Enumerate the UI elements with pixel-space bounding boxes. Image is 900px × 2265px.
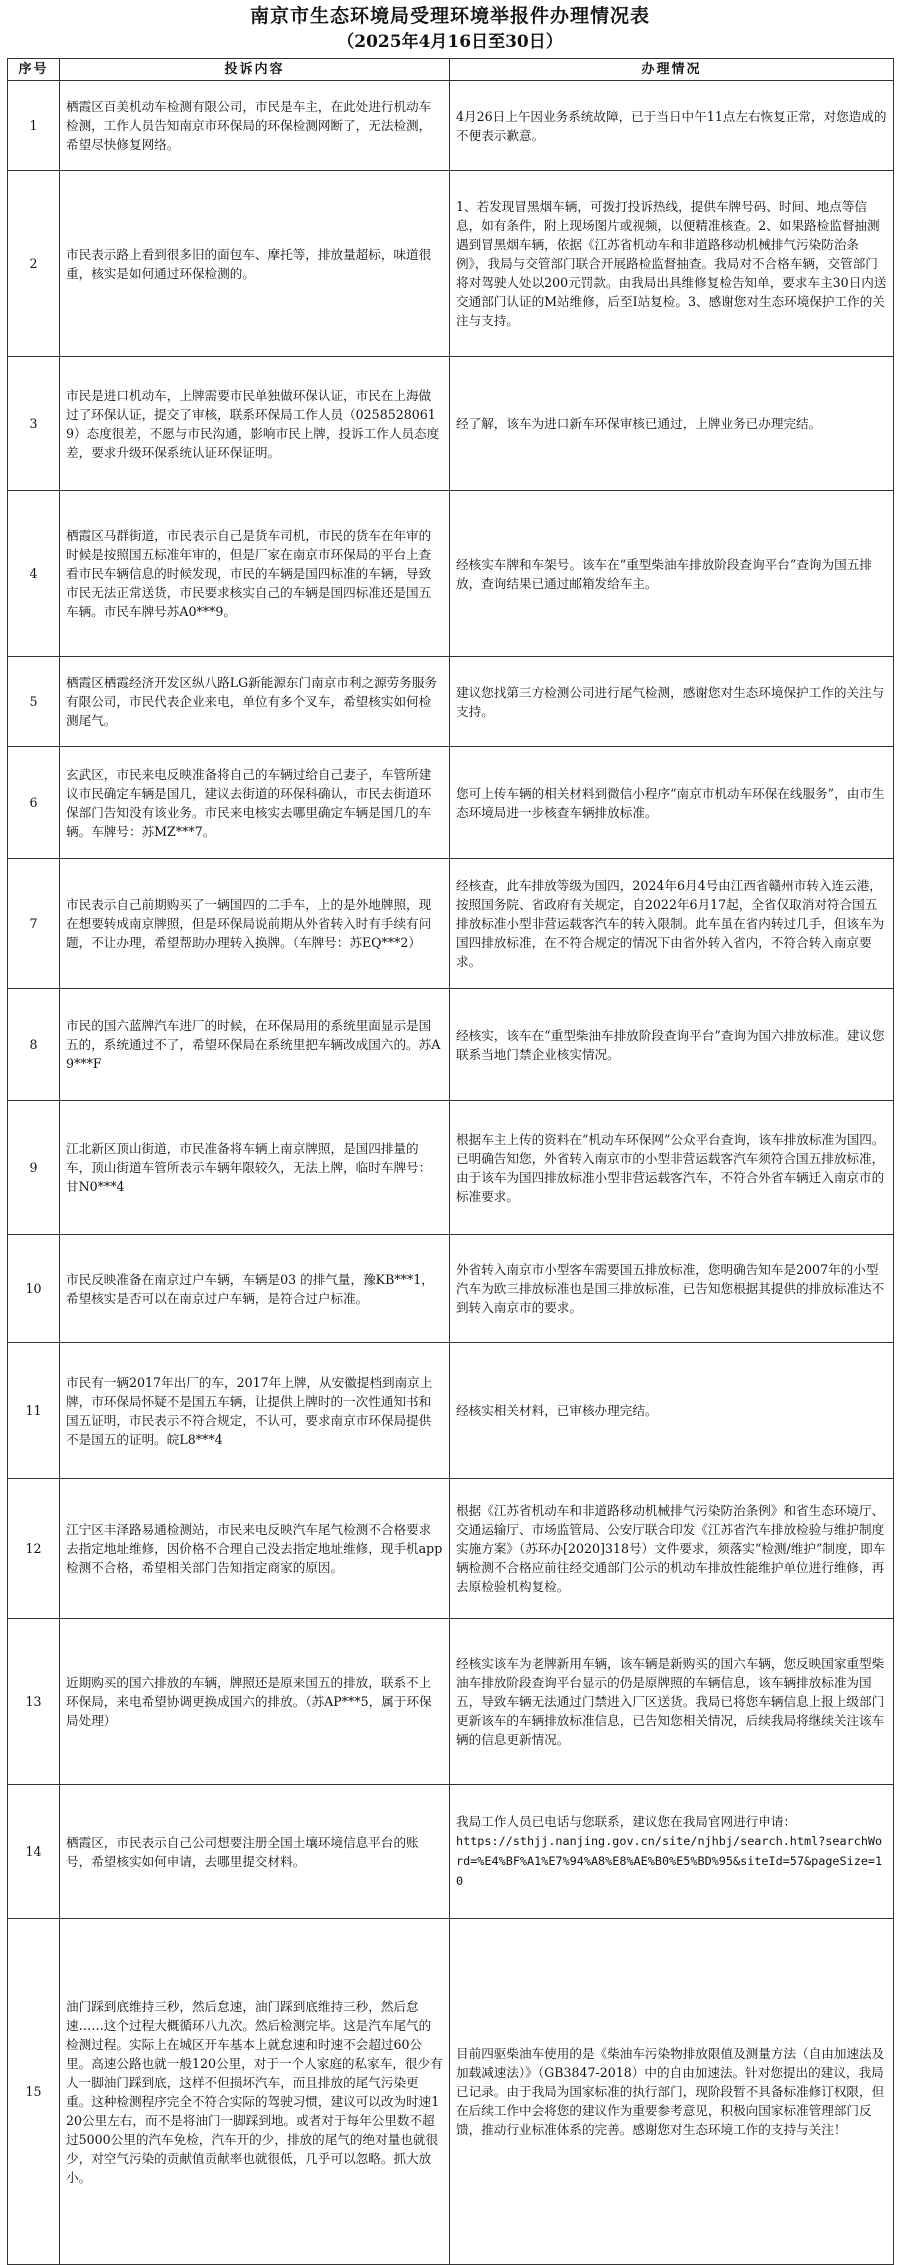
handling-cell: 4月26日上午因业务系统故障，已于当日中午11点左右恢复正常，对您造成的不便表示歉意。 xyxy=(450,81,894,171)
handling-cell: 经核实相关材料，已审核办理完结。 xyxy=(450,1343,894,1479)
row-number: 1 xyxy=(8,81,60,171)
row-number: 5 xyxy=(8,657,60,747)
row-number: 15 xyxy=(8,1919,60,2265)
row-number: 3 xyxy=(8,357,60,491)
handling-cell xyxy=(450,1785,894,1919)
complaint-cell: 油门踩到底维持三秒，然后怠速，油门踩到底维持三秒，然后怠速……这个过程大概循环八九次。然后检测完毕。这是汽车尾气的检测过程。实际上在城区开车基本上就怠速和时速不会超过60公里。高速公路也就一般120公里，对于一个人家庭的私家车，很少有人一脚油门踩到底，这样不但损坏汽车，而且排放的尾气污染更重。这种检测程序完全不符合实际的驾驶习惯，建议可以改为时速120公里左右，而不是将油门一脚踩到地。或者对于每年公里数不超过5000公里的汽车免检，汽车开的少，排放的尾气的绝对量也就很少，对空气污染的贡献值贡献率也就很低，几乎可以忽略。抓大放小。 xyxy=(60,1919,450,2265)
column-header-handling: 办理情况 xyxy=(450,59,894,81)
complaint-cell: 近期购买的国六排放的车辆，牌照还是原来国五的排放，联系不上环保局，来电希望协调更换成国六的排放。（苏AP***5，属于环保局处理） xyxy=(60,1619,450,1785)
table-row xyxy=(8,357,894,491)
table-row xyxy=(8,747,894,859)
column-header-no: 序号 xyxy=(8,59,60,81)
table-row xyxy=(8,1101,894,1235)
complaint-cell: 江北新区顶山街道，市民准备将车辆上南京牌照，是国四排量的车，顶山街道车管所表示车辆年限较久，无法上牌，临时车牌号：甘N0***4 xyxy=(60,1101,450,1235)
complaint-cell: 江宁区丰泽路易通检测站，市民来电反映汽车尾气检测不合格要求去指定地址维修，因价格不合理自己没去指定地址维修，现手机app检测不合格，希望相关部门告知指定商家的原因。 xyxy=(60,1479,450,1619)
table-row xyxy=(8,81,894,171)
row-number: 6 xyxy=(8,747,60,859)
complaint-cell: 市民反映准备在南京过户车辆，车辆是03 的排气量，豫KB***1，希望核实是否可以在南京过户车辆，是符合过户标准。 xyxy=(60,1235,450,1343)
table-row xyxy=(8,1479,894,1619)
handling-cell: 目前四驱柴油车使用的是《柴油车污染物排放限值及测量方法（自由加速法及加载减速法）》（GB3847-2018）中的自由加速法。针对您提出的建议，我局已记录。由于我局为国家标准的执行部门，现阶段暂不具备标准修订权限，但在后续工作中会将您的建议作为重要参考意见，积极向国家标准管理部门反馈，推动行业标准体系的完善。感谢您对生态环境工作的支持与关注！ xyxy=(450,1919,894,2265)
table-header-row xyxy=(8,59,894,81)
handling-cell: 经核实，该车在“重型柴油车排放阶段查询平台”查询为国六排放标准。建议您联系当地门禁企业核实情况。 xyxy=(450,989,894,1101)
table-row xyxy=(8,1919,894,2265)
table-row xyxy=(8,1343,894,1479)
complaint-cell: 市民的国六蓝牌汽车进厂的时候，在环保局用的系统里面显示是国五的，系统通过不了，希望环保局在系统里把车辆改成国六的。苏A9***F xyxy=(60,989,450,1101)
column-header-complaint: 投诉内容 xyxy=(60,59,450,81)
handling-cell: 外省转入南京市小型客车需要国五排放标准，您明确告知车是2007年的小型汽车为欧三排放标准也是国三排放标准，已告知您根据其提供的排放标准达不到转入南京市的要求。 xyxy=(450,1235,894,1343)
table-row xyxy=(8,1235,894,1343)
complaints-table xyxy=(7,58,894,2265)
handling-cell: 根据《江苏省机动车和非道路移动机械排气污染防治条例》和省生态环境厅、交通运输厅、市场监管局、公安厅联合印发《江苏省汽车排放检验与维护制度实施方案》（苏环办[2020]318号）文件要求，须落实“检测/维护”制度，即车辆检测不合格应前往经交通部门公示的机动车排放性能维护单位进行维修，再去原检验机构复检。 xyxy=(450,1479,894,1619)
handling-cell: 1、若发现冒黑烟车辆，可拨打投诉热线，提供车牌号码、时间、地点等信息，如有条件，附上现场图片或视频，以便精准核查。2、如果路检监督抽测遇到冒黑烟车辆，依据《江苏省机动车和非道路移动机械排气污染防治条例》，我局与交管部门联合开展路检监督抽查。我局对不合格车辆，交管部门将对驾驶人处以200元罚款。由我局出具维修复检告知单，要求车主30日内送交通部门认证的M站维修，后至I站复检。3、感谢您对生态环境保护工作的关注与支持。 xyxy=(450,171,894,357)
row-number: 2 xyxy=(8,171,60,357)
complaint-cell: 玄武区，市民来电反映准备将自己的车辆过给自己妻子，车管所建议市民确定车辆是国几，建议去街道的环保科确认，市民去街道环保部门告知没有该业务。市民来电核实去哪里确定车辆是国几的车辆。车牌号：苏MZ***7。 xyxy=(60,747,450,859)
row-number: 14 xyxy=(8,1785,60,1919)
official-site-link[interactable]: https://sthjj.nanjing.gov.cn/site/njhbj/search.html?searchWord=%E4%BF%A1%E7%94%A8%E8%AE%B0%E5%BD%95&siteId=57&pageSize=10 xyxy=(456,1834,883,1888)
handling-cell: 经核实该车为老牌新用车辆，该车辆是新购买的国六车辆，您反映国家重型柴油车排放阶段查询平台显示的仍是原牌照的车辆信息，该车辆排放标准为国五，导致车辆无法通过门禁进入厂区送货。我局已将您车辆信息上报上级部门更新该车的车辆排放标准信息，已告知您相关情况，后续我局将继续关注该车辆的信息更新情况。 xyxy=(450,1619,894,1785)
handling-cell: 经核实车牌和车架号。该车在“重型柴油车排放阶段查询平台”查询为国五排放，查询结果已通过邮箱发给车主。 xyxy=(450,491,894,657)
handling-cell: 建议您找第三方检测公司进行尾气检测，感谢您对生态环境保护工作的关注与支持。 xyxy=(450,657,894,747)
row-number: 9 xyxy=(8,1101,60,1235)
complaint-cell: 市民表示路上看到很多旧的面包车、摩托等，排放量超标，味道很重，核实是如何通过环保检测的。 xyxy=(60,171,450,357)
complaint-cell: 栖霞区栖霞经济开发区纵八路LG新能源东门南京市利之源劳务服务有限公司，市民代表企业来电，单位有多个叉车，希望核实如何检测尾气。 xyxy=(60,657,450,747)
complaint-cell: 栖霞区，市民表示自己公司想要注册全国土壤环境信息平台的账号，希望核实如何申请，去哪里提交材料。 xyxy=(60,1785,450,1919)
table-row xyxy=(8,171,894,357)
table-row xyxy=(8,491,894,657)
handling-cell: 经了解，该车为进口新车环保审核已通过，上牌业务已办理完结。 xyxy=(450,357,894,491)
row-number: 13 xyxy=(8,1619,60,1785)
row-number: 10 xyxy=(8,1235,60,1343)
complaint-cell: 市民有一辆2017年出厂的车，2017年上牌，从安徽提档到南京上牌，市环保局怀疑不是国五车辆，让提供上牌时的一次性通知书和国五证明，市民表示不符合规定，不认可，要求南京市环保局提供不是国五的证明。皖L8***4 xyxy=(60,1343,450,1479)
table-row xyxy=(8,989,894,1101)
handling-cell: 根据车主上传的资料在“机动车环保网”公众平台查询，该车排放标准为国四。已明确告知您，外省转入南京市的小型非营运载客汽车须符合国五排放标准，由于该车为国四排放标准小型非营运载客汽车，不符合外省车辆迁入南京市的标准要求。 xyxy=(450,1101,894,1235)
table-row xyxy=(8,1785,894,1919)
table-row xyxy=(8,859,894,989)
table-row xyxy=(8,1619,894,1785)
complaint-cell: 栖霞区百美机动车检测有限公司，市民是车主，在此处进行机动车检测，工作人员告知南京市环保局的环保检测网断了，无法检测，希望尽快修复网络。 xyxy=(60,81,450,171)
row-number: 7 xyxy=(8,859,60,989)
row-number: 11 xyxy=(8,1343,60,1479)
row-number: 12 xyxy=(8,1479,60,1619)
handling-cell: 经核查，此车排放等级为国四，2024年6月4号由江西省赣州市转入连云港，按照国务院、省政府有关规定，自2022年6月17起，全省仅取消对符合国五排放标准小型非营运载客汽车的转入限制。此车虽在省内转过几手，但该车为国四排放标准，在不符合规定的情况下由省外转入省内，不符合转入南京要求。 xyxy=(450,859,894,989)
document-title: 南京市生态环境局受理环境举报件办理情况表 xyxy=(249,5,650,27)
table-row xyxy=(8,657,894,747)
row-number: 4 xyxy=(8,491,60,657)
row-number: 8 xyxy=(8,989,60,1101)
handling-text: 我局工作人员已电话与您联系，建议您在我局官网进行申请： xyxy=(456,1814,797,1829)
handling-cell: 您可上传车辆的相关材料到微信小程序“南京市机动车环保在线服务”，由市生态环境局进一步核查车辆排放标准。 xyxy=(450,747,894,859)
complaint-cell: 市民表示自己前期购买了一辆国四的二手车，上的是外地牌照，现在想要转成南京牌照，但是环保局说前期从外省转入时有手续有问题，不让办理，希望帮助办理转入换牌。（车牌号：苏EQ***2） xyxy=(60,859,450,989)
document-subtitle: （2025年4月16日至30日） xyxy=(337,32,563,52)
complaint-cell: 市民是进口机动车，上牌需要市民单独做环保认证，市民在上海做过了环保认证，提交了审核，联系环保局工作人员（02585280619）态度很差，不愿与市民沟通，影响市民上牌，投诉工作人员态度差，要求升级环保系统认证环保证明。 xyxy=(60,357,450,491)
complaint-cell: 栖霞区马群街道，市民表示自己是货车司机，市民的货车在年审的时候是按照国五标准年审的，但是厂家在南京市环保局的平台上查看市民车辆信息的时候发现，市民的车辆是国四标准的车辆，导致市民无法正常送货，市民要求核实自己的车辆是国四标准还是国五车辆。市民车牌号苏A0***9。 xyxy=(60,491,450,657)
